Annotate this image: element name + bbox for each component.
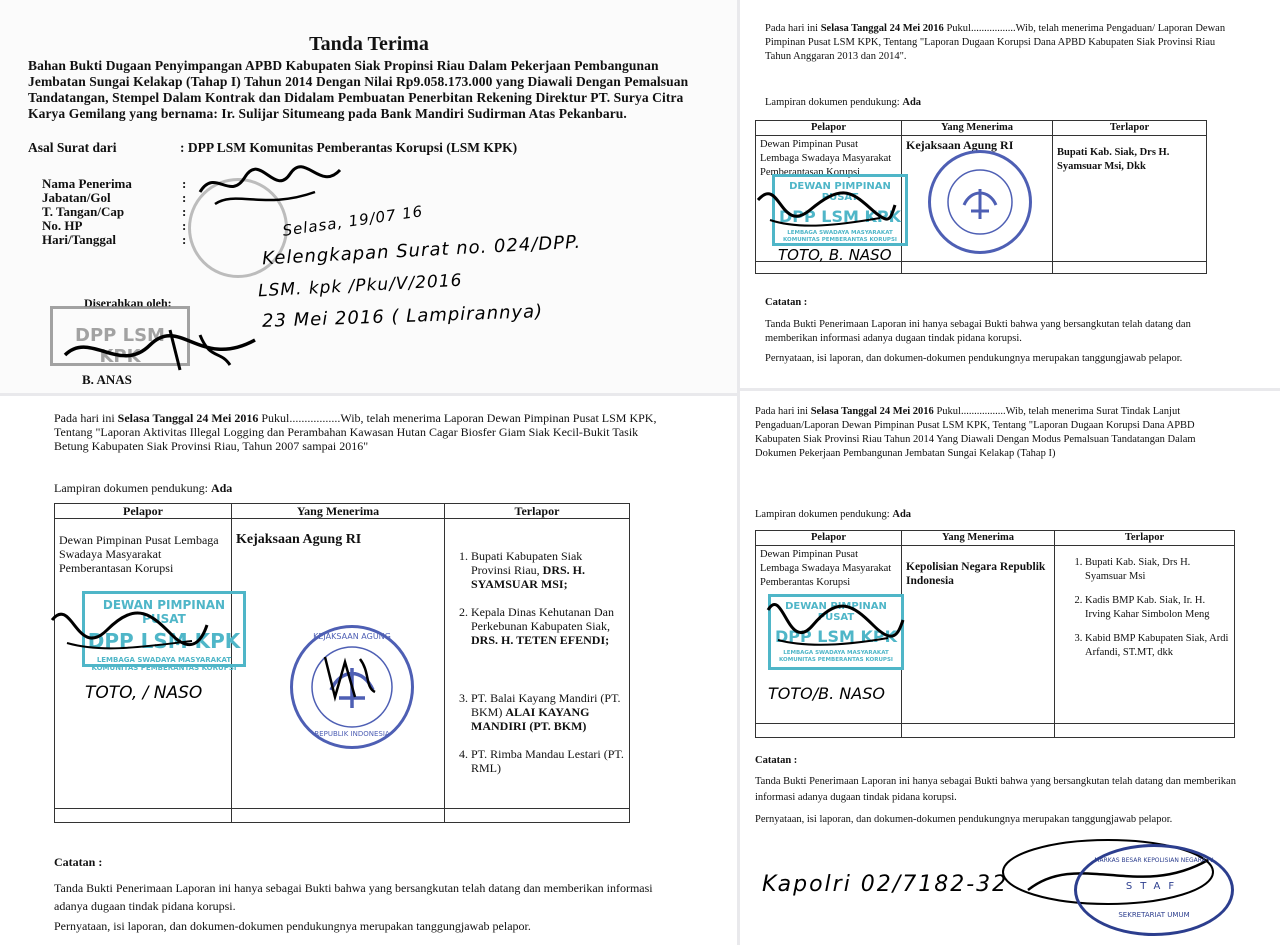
field-hp: No. HP <box>42 218 83 233</box>
handwriting-date: Selasa, 19/07 16 <box>281 202 425 240</box>
header-terlapor: Terlapor <box>1053 121 1207 136</box>
header-terlapor: Terlapor <box>1055 531 1235 546</box>
pelapor-signature-name: TOTO/B. NASO <box>768 684 885 703</box>
penerima-cell: Kejaksaan Agung RI <box>232 519 445 809</box>
field-tangan: T. Tangan/Cap <box>42 204 125 219</box>
terlapor-cell <box>445 519 630 809</box>
terlapor-cell: Bupati Kab. Siak, Drs H. Syamsuar Msi, Dkk <box>1053 136 1207 262</box>
panel-divider <box>0 393 738 396</box>
pelapor-signature-icon <box>750 180 900 240</box>
terlapor-item: 4. PT. Rimba Mandau Lestari (PT. RML) <box>471 747 625 775</box>
kejaksaan-seal-icon: KEJAKSAAN AGUNG REPUBLIK INDONESIA <box>290 625 414 749</box>
terlapor-item: 2. Kepala Dinas Kehutanan Dan Perkebunan Kabupaten Siak, DRS. H. TETEN EFENDI; <box>471 605 625 647</box>
report-bottom-right <box>738 390 1280 945</box>
intro-text: Pada hari ini Selasa Tanggal 24 Mei 2016 Pukul.................Wib, telah menerima Pengaduan/ Laporan Dewan Pimpinan Pusat LSM KPK, Tentang "Laporan Dugaan Korupsi Dana APBD Kabupaten Siak Provinsi Riau Tahun Anggaran 2013 dan 2014". <box>765 23 1226 62</box>
receipt-body: Bahan Bukti Dugaan Penyimpangan APBD Kabupaten Siak Propinsi Riau Dalam Pekerjaan Pembangunan Jembatan Sungai Kelakap (Tahap I) Tahun 2014 Dengan Nilai Rp9.058.173.000 yang Diawali Dengan Pemalsuan Tandatangan, Stempel Dalam Kontrak dan Didalam Pembuatan Penerbitan Rekening Direktur PT. Surya Citra Karya Gemilang yang bernama: Ir. Sulijar Situmeang pada Bank Mandiri Sudirman Atas Pekanbaru. <box>28 58 689 121</box>
penerima-signature-icon <box>320 647 380 707</box>
handwriting-line-2: LSM. kpk /Pku/V/2016 <box>257 270 463 302</box>
catatan-1: Tanda Bukti Penerimaan Laporan ini hanya sebagai Bukti bahwa yang bersangkutan telah datang dan memberikan informasi adanya dugaan tindak pidana korupsi. <box>54 881 653 913</box>
header-pelapor: Pelapor <box>756 121 902 136</box>
header-penerima: Yang Menerima <box>232 504 445 519</box>
penerima-cell: Kepolisian Negara Republik Indonesia <box>902 546 1055 724</box>
catatan-2: Pernyataan, isi laporan, dan dokumen-dokumen pendukungnya merupakan tanggungjawab pelapor. <box>755 814 1173 825</box>
field-nama: Nama Penerima <box>42 176 132 191</box>
report-top-right <box>738 0 1280 390</box>
lampiran-text: Lampiran dokumen pendukung: Ada <box>54 481 233 495</box>
terlapor-cell <box>1055 546 1235 724</box>
catatan-2: Pernyataan, isi laporan, dan dokumen-dokumen pendukungnya merupakan tanggungjawab pelapor. <box>765 353 1183 364</box>
panel-divider <box>737 0 740 945</box>
intro-text: Pada hari ini Selasa Tanggal 24 Mei 2016 Pukul.................Wib, telah menerima Surat Tindak Lanjut Pengaduan/Laporan Dewan Pimpinan Pusat LSM KPK, Tentang "Laporan Dugaan Korupsi Dana APBD Kabupaten Siak Provinsi Riau Tahun 2014 Yang Diawali Dengan Modus Pemalsuan Tandatangan Dalam Dokumen Pekerjaan Pembangunan Jembatan Sungai Kelakap (Tahap I) <box>755 406 1196 459</box>
pelapor-cell: Dewan Pimpinan Pusat Lembaga Swadaya Masyarakat Pemberantasan Korupsi <box>55 519 232 809</box>
catatan-label: Catatan : <box>755 755 798 766</box>
header-penerima: Yang Menerima <box>902 121 1053 136</box>
lsm-stamp-icon: DEWAN PIMPINAN PUSAT DPP LSM KPK LEMBAGA SWADAYA MASYARAKAT KOMUNITAS PEMBERANTAS KORUPSI <box>82 591 246 667</box>
pelapor-signature-icon <box>758 590 908 660</box>
panel-divider <box>738 388 1280 391</box>
catatan-label: Catatan : <box>765 297 808 308</box>
terlapor-item: 3. Kabid BMP Kabupaten Siak, Ardi Arfandi, ST.MT, dkk <box>1085 632 1230 660</box>
header-pelapor: Pelapor <box>756 531 902 546</box>
terlapor-item: 1. Bupati Kab. Siak, Drs H. Syamsuar Msi <box>1085 556 1230 584</box>
catatan-1: Tanda Bukti Penerimaan Laporan ini hanya sebagai Bukti bahwa yang bersangkutan telah datang dan memberikan informasi adanya dugaan tindak pidana korupsi. <box>765 319 1191 344</box>
receipt-title: Tanda Terima <box>309 33 429 55</box>
banas-signature-icon <box>60 320 260 380</box>
catatan-label: Catatan : <box>54 855 103 869</box>
report-bottom-left <box>0 395 738 945</box>
pelapor-signature-name: TOTO, B. NASO <box>778 246 892 264</box>
handwriting-line-1: Kelengkapan Surat no. 024/DPP. <box>261 231 582 270</box>
diserahkan-name: B. ANAS <box>82 372 132 387</box>
pelapor-signature-name: TOTO, / NASO <box>85 683 203 703</box>
catatan-2: Pernyataan, isi laporan, dan dokumen-dokumen pendukungnya merupakan tanggungjawab pelapor. <box>54 919 531 933</box>
pelapor-cell: Dewan Pimpinan Pusat Lembaga Swadaya Masyarakat Pemberantasan Korupsi <box>756 136 902 262</box>
lsm-stamp-icon: DEWAN PIMPINAN PUSAT DPP LSM KPK LEMBAGA SWADAYA MASYARAKAT KOMUNITAS PEMBERANTAS KORUPSI <box>768 594 904 670</box>
kejaksaan-seal-icon <box>928 150 1032 254</box>
polri-handwriting: Kapolri 02/7182-32 <box>762 872 1009 897</box>
penerima-cell: Kejaksaan Agung RI <box>902 136 1053 262</box>
pelapor-signature-icon <box>42 595 212 665</box>
terlapor-item: 1. Bupati Kabupaten Siak Provinsi Riau, DRS. H. SYAMSUAR MSI; <box>471 549 625 591</box>
header-penerima: Yang Menerima <box>902 531 1055 546</box>
header-pelapor: Pelapor <box>55 504 232 519</box>
asal-value: : DPP LSM Komunitas Pemberantas Korupsi (LSM KPK) <box>180 140 518 155</box>
catatan-1: Tanda Bukti Penerimaan Laporan ini hanya sebagai Bukti bahwa yang bersangkutan telah datang dan memberikan informasi adanya dugaan tindak pidana korupsi. <box>755 776 1236 803</box>
intro-text: Pada hari ini Selasa Tanggal 24 Mei 2016 Pukul.................Wib, telah menerima Laporan Dewan Pimpinan Pusat LSM KPK, Tentang "Laporan Aktivitas Illegal Logging dan Perambahan Kawasan Hutan Cagar Biosfer Giam Siak Kecil-Bukit Tasik Betung Kabupaten Siak Provinsi Riau, Tahun 2007 sampai 2016" <box>54 411 657 453</box>
terlapor-item: 3. PT. Balai Kayang Mandiri (PT. BKM) ALAI KAYANG MANDIRI (PT. BKM) <box>471 691 625 733</box>
lampiran-text: Lampiran dokumen pendukung: Ada <box>755 509 912 520</box>
field-jabatan: Jabatan/Gol <box>42 190 111 205</box>
field-hari: Hari/Tanggal <box>42 232 116 247</box>
pelapor-cell: Dewan Pimpinan Pusat Lembaga Swadaya Masyarakat Pemberantas Korupsi <box>756 546 902 724</box>
header-terlapor: Terlapor <box>445 504 630 519</box>
receipt-panel: Tanda Terima Bahan Bukti Dugaan Penyimpangan APBD Kabupaten Siak Propinsi Riau Dalam Pekerjaan Pembangunan Jembatan Sungai Kelakap (Tahap I) Tahun 2014 Dengan Nilai Rp9.058.173.000 yang Diawali Dengan Pemalsuan Tandatangan, Stempel Dalam Kontrak dan Didalam Pembuatan Penerbitan Rekening Direktur PT. Surya Citra Karya Gemilang yang bernama: Ir. Sulijar Situmeang pada Bank Mandiri Sudirman Atas Pekanbaru. Asal Surat dari : DPP LSM Komunitas Pemberantas Korupsi (LSM KPK) Nama Penerima Jabatan/Gol T. Tangan/Cap No. HP Hari/Tanggal : : : : : Selasa, 19/07 16 Kelengkapan Surat no. 024/DPP. LSM. kpk /Pku/V/2016 23 Mei 2016 ( Lampirannya) Diserahkan oleh: DPP LSM KPK B. ANAS <box>0 0 738 395</box>
lampiran-text: Lampiran dokumen pendukung: Ada <box>765 97 922 108</box>
stamp-text: DPP LSM KPK <box>75 325 165 367</box>
asal-label: Asal Surat dari <box>28 140 117 155</box>
handwriting-line-3: 23 Mei 2016 ( Lampirannya) <box>261 301 544 332</box>
terlapor-item: 2. Kadis BMP Kab. Siak, Ir. H. Irving Kahar Simbolon Meng <box>1085 594 1230 622</box>
diserahkan-label: Diserahkan oleh: <box>84 296 172 310</box>
lsm-stamp-icon: DEWAN PIMPINAN PUSAT DPP LSM KPK LEMBAGA SWADAYA MASYARAKAT KOMUNITAS PEMBERANTAS KORUPSI <box>772 174 908 246</box>
polri-stamp-icon: MARKAS BESAR KEPOLISIAN NEGARA RI STAF SEKRETARIAT UMUM <box>1074 844 1234 936</box>
receipt-signature-icon <box>195 162 345 212</box>
